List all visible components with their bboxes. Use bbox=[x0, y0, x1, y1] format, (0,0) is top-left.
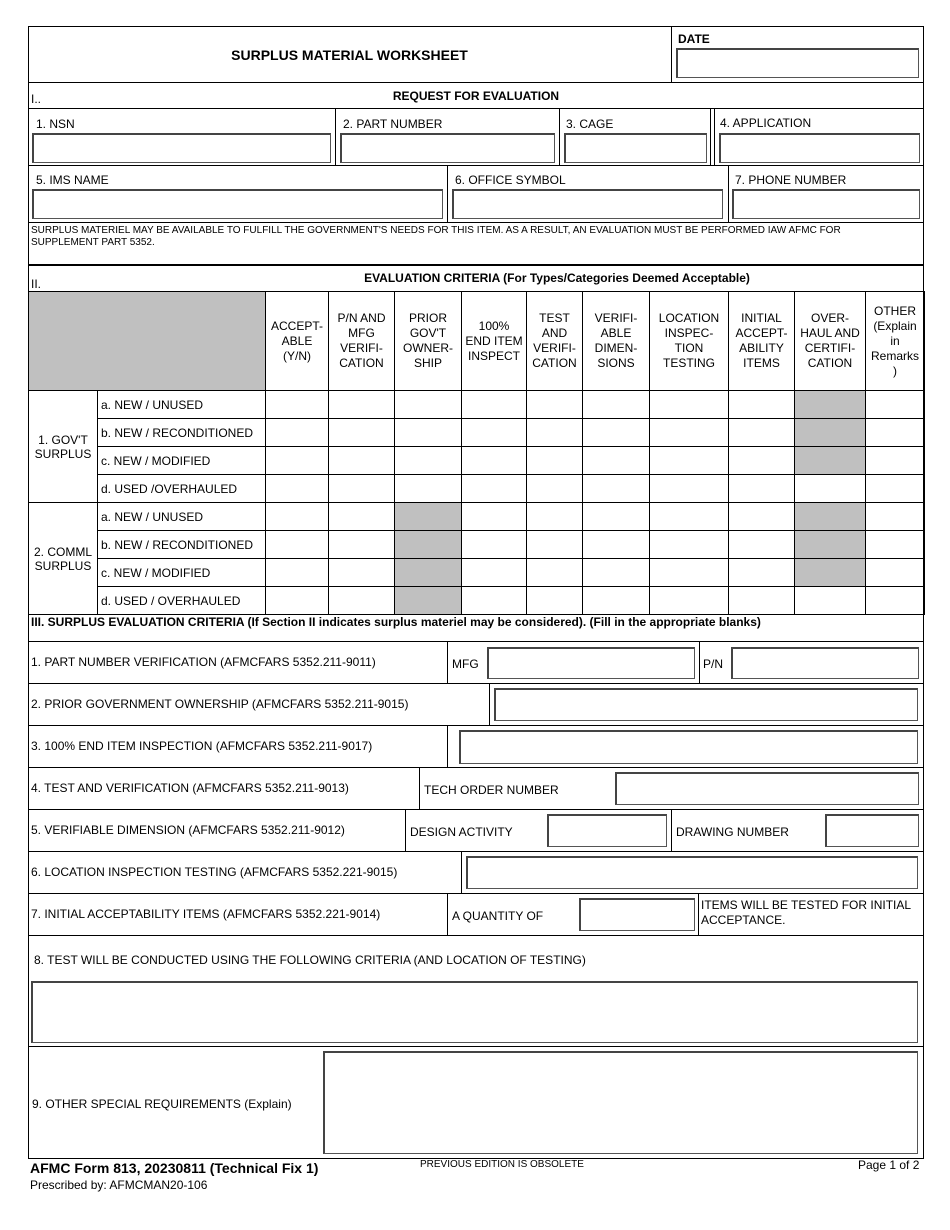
col-test-verification bbox=[527, 292, 583, 391]
table-cell-shaded bbox=[795, 531, 866, 559]
table-cell-shaded bbox=[395, 559, 462, 587]
table-cell[interactable] bbox=[866, 559, 925, 587]
item2-field[interactable] bbox=[494, 688, 918, 721]
item7-qty-label: A QUANTITY OF bbox=[452, 909, 544, 923]
col-acceptable-label: ACCEPT- ABLE (Y/N) bbox=[270, 318, 323, 363]
item3-field[interactable] bbox=[459, 730, 918, 764]
table-cell[interactable] bbox=[266, 587, 329, 615]
group-govt-surplus bbox=[29, 391, 98, 503]
item5-div2 bbox=[671, 810, 672, 852]
item7-div2 bbox=[698, 894, 699, 936]
section1-number: I.. bbox=[31, 92, 42, 106]
col-other bbox=[866, 292, 925, 391]
table-cell[interactable] bbox=[266, 447, 329, 475]
ims-name-field[interactable] bbox=[32, 189, 443, 219]
table-cell[interactable] bbox=[462, 391, 527, 419]
item6-field[interactable] bbox=[466, 856, 918, 889]
col-location-inspection-label: LOCATION INSPEC- TION TESTING bbox=[658, 311, 720, 370]
item4-tech-label: TECH ORDER NUMBER bbox=[424, 783, 559, 797]
cage-field[interactable] bbox=[564, 133, 707, 163]
table-cell-shaded bbox=[795, 391, 866, 419]
row2-div1 bbox=[447, 166, 448, 223]
table-cell[interactable] bbox=[729, 475, 795, 503]
table-cell[interactable] bbox=[266, 419, 329, 447]
col-other-label: OTHER (Explain in Remarks ) bbox=[870, 303, 919, 378]
item1-pn-label: P/N bbox=[703, 657, 724, 671]
table-cell[interactable] bbox=[266, 475, 329, 503]
table-cell[interactable] bbox=[395, 419, 462, 447]
row-label: b. NEW / RECONDITIONED bbox=[98, 531, 266, 559]
table-cell[interactable] bbox=[729, 447, 795, 475]
prescribed-by: Prescribed by: AFMCMAN20-106 bbox=[30, 1178, 208, 1192]
col-initial-acceptability bbox=[729, 292, 795, 391]
table-cell[interactable] bbox=[583, 559, 650, 587]
table-cell[interactable] bbox=[527, 587, 583, 615]
item6-label: 6. LOCATION INSPECTION TESTING (AFMCFARS 5352.221-9015) bbox=[31, 865, 398, 879]
table-cell[interactable] bbox=[729, 503, 795, 531]
table-cell[interactable] bbox=[527, 447, 583, 475]
item1-label: 1. PART NUMBER VERIFICATION (AFMCFARS 5352.211-9011) bbox=[31, 655, 376, 669]
page-number: Page 1 of 2 bbox=[858, 1158, 920, 1172]
row-label: a. NEW / UNUSED bbox=[98, 391, 266, 419]
col-pn-mfg-verification bbox=[329, 292, 395, 391]
item9-label: 9. OTHER SPECIAL REQUIREMENTS (Explain) bbox=[32, 1097, 292, 1111]
table-cell[interactable] bbox=[462, 475, 527, 503]
application-label: 4. APPLICATION bbox=[720, 116, 812, 130]
col-pn-mfg-verification-label: P/N AND MFG VERIFI- CATION bbox=[337, 311, 386, 370]
table-cell[interactable] bbox=[795, 587, 866, 615]
table-cell[interactable] bbox=[583, 503, 650, 531]
row1-div1 bbox=[335, 109, 336, 166]
group-govt-surplus-label: 1. GOV'T SURPLUS bbox=[34, 432, 92, 461]
table-cell[interactable] bbox=[329, 475, 395, 503]
table-cell[interactable] bbox=[329, 559, 395, 587]
table-cell[interactable] bbox=[583, 447, 650, 475]
table-cell[interactable] bbox=[729, 419, 795, 447]
table-cell-shaded bbox=[395, 587, 462, 615]
part-number-label: 2. PART NUMBER bbox=[343, 117, 443, 131]
item6-div bbox=[461, 852, 462, 894]
table-cell[interactable] bbox=[527, 503, 583, 531]
table-cell-shaded bbox=[395, 531, 462, 559]
part-number-field[interactable] bbox=[340, 133, 555, 163]
table-cell[interactable] bbox=[795, 475, 866, 503]
item5-design-label: DESIGN ACTIVITY bbox=[410, 825, 513, 839]
item4-label: 4. TEST AND VERIFICATION (AFMCFARS 5352.211-9013) bbox=[31, 781, 349, 795]
table-cell[interactable] bbox=[462, 531, 527, 559]
table-cell[interactable] bbox=[583, 587, 650, 615]
section3-title: III. SURPLUS EVALUATION CRITERIA (If Section II indicates surplus materiel may be considered). (Fill in the appropriate blanks) bbox=[31, 615, 761, 629]
table-cell[interactable] bbox=[729, 587, 795, 615]
table-cell[interactable] bbox=[650, 559, 729, 587]
item5-label: 5. VERIFIABLE DIMENSION (AFMCFARS 5352.211-9012) bbox=[31, 823, 345, 837]
section1-title: REQUEST FOR EVALUATION bbox=[392, 89, 560, 103]
item1-div1 bbox=[447, 642, 448, 684]
item8-label: 8. TEST WILL BE CONDUCTED USING THE FOLLOWING CRITERIA (AND LOCATION OF TESTING) bbox=[34, 953, 586, 967]
table-cell[interactable] bbox=[866, 587, 925, 615]
item1-mfg-label: MFG bbox=[452, 657, 479, 671]
col-prior-govt-ownership bbox=[395, 292, 462, 391]
item7-note: ITEMS WILL BE TESTED FOR INITIAL ACCEPTANCE. bbox=[701, 898, 911, 927]
item3-label: 3. 100% END ITEM INSPECTION (AFMCFARS 5352.211-9017) bbox=[31, 739, 373, 753]
item3-div bbox=[447, 726, 448, 768]
table-cell[interactable] bbox=[650, 503, 729, 531]
table-cell[interactable] bbox=[266, 503, 329, 531]
table-cell[interactable] bbox=[266, 531, 329, 559]
date-field[interactable] bbox=[676, 48, 919, 78]
nsn-label: 1. NSN bbox=[36, 117, 75, 131]
table-cell-shaded bbox=[795, 447, 866, 475]
table-cell[interactable] bbox=[650, 475, 729, 503]
table-cell[interactable] bbox=[329, 391, 395, 419]
table-cell[interactable] bbox=[866, 531, 925, 559]
application-field[interactable] bbox=[719, 133, 920, 163]
obsolete-notice: PREVIOUS EDITION IS OBSOLETE bbox=[420, 1159, 584, 1170]
row-label: a. NEW / UNUSED bbox=[98, 503, 266, 531]
table-cell[interactable] bbox=[866, 475, 925, 503]
table-cell[interactable] bbox=[462, 587, 527, 615]
table-cell[interactable] bbox=[329, 503, 395, 531]
table-cell[interactable] bbox=[462, 503, 527, 531]
table-cell[interactable] bbox=[266, 559, 329, 587]
table-cell[interactable] bbox=[650, 587, 729, 615]
col-verifiable-dimensions bbox=[583, 292, 650, 391]
table-cell[interactable] bbox=[650, 447, 729, 475]
table-cell[interactable] bbox=[329, 531, 395, 559]
table-cell[interactable] bbox=[583, 531, 650, 559]
table-cell[interactable] bbox=[395, 447, 462, 475]
table-cell[interactable] bbox=[527, 475, 583, 503]
office-symbol-label: 6. OFFICE SYMBOL bbox=[455, 173, 566, 187]
table-cell[interactable] bbox=[329, 447, 395, 475]
table-cell[interactable] bbox=[329, 419, 395, 447]
ims-name-label: 5. IMS NAME bbox=[36, 173, 109, 187]
header-divider bbox=[671, 26, 672, 83]
row-label: d. USED / OVERHAULED bbox=[98, 587, 266, 615]
col-overhaul-certification-label: OVER- HAUL AND CERTIFI- CATION bbox=[800, 311, 860, 370]
item1-div2 bbox=[699, 642, 700, 684]
table-cell[interactable] bbox=[583, 419, 650, 447]
item5-drawing-field[interactable] bbox=[825, 814, 919, 847]
item8-field[interactable] bbox=[31, 981, 918, 1043]
col-location-inspection bbox=[650, 292, 729, 391]
table-cell-shaded bbox=[795, 559, 866, 587]
nsn-field[interactable] bbox=[32, 133, 331, 163]
table-cell[interactable] bbox=[527, 531, 583, 559]
row1-div3 bbox=[710, 109, 711, 166]
evaluation-criteria-table bbox=[28, 291, 925, 615]
row1-div4 bbox=[714, 109, 715, 166]
table-cell[interactable] bbox=[650, 391, 729, 419]
col-end-item-inspect-label: 100% END ITEM INSPECT bbox=[465, 318, 523, 363]
row1-div2 bbox=[559, 109, 560, 166]
notice-text: SURPLUS MATERIEL MAY BE AVAILABLE TO FULFILL THE GOVERNMENT'S NEEDS FOR THIS ITEM. AS A RESULT, AN EVALUATION MUST BE PERFORMED IAW AFMC FOR SUPPLEMENT PART 5352. bbox=[31, 225, 841, 248]
row-label: d. USED /OVERHAULED bbox=[98, 475, 266, 503]
item1-mfg-field[interactable] bbox=[487, 647, 695, 679]
table-cell[interactable] bbox=[866, 419, 925, 447]
office-symbol-field[interactable] bbox=[452, 189, 723, 219]
phone-number-label: 7. PHONE NUMBER bbox=[735, 173, 847, 187]
col-prior-govt-ownership-label: PRIOR GOV'T OWNER- SHIP bbox=[403, 311, 453, 370]
table-cell[interactable] bbox=[583, 475, 650, 503]
table-cell[interactable] bbox=[527, 391, 583, 419]
group-comml-surplus bbox=[29, 503, 98, 615]
table-cell[interactable] bbox=[462, 419, 527, 447]
table-cell[interactable] bbox=[462, 559, 527, 587]
table-cell[interactable] bbox=[866, 447, 925, 475]
item4-div bbox=[419, 768, 420, 810]
date-label: DATE bbox=[678, 32, 710, 46]
table-cell[interactable] bbox=[527, 559, 583, 587]
table-cell[interactable] bbox=[329, 587, 395, 615]
table-corner-shaded bbox=[29, 292, 266, 391]
item4-tech-field[interactable] bbox=[615, 772, 919, 805]
item7-label: 7. INITIAL ACCEPTABILITY ITEMS (AFMCFARS 5352.221-9014) bbox=[31, 907, 381, 921]
col-test-verification-label: TEST AND VERIFI- CATION bbox=[532, 311, 577, 370]
section2-top-line bbox=[28, 265, 924, 266]
table-cell[interactable] bbox=[729, 531, 795, 559]
form-title: SURPLUS MATERIAL WORKSHEET bbox=[231, 47, 468, 63]
col-acceptable bbox=[266, 292, 329, 391]
item5-drawing-label: DRAWING NUMBER bbox=[676, 825, 789, 839]
item5-div1 bbox=[405, 810, 406, 852]
cage-label: 3. CAGE bbox=[566, 117, 614, 131]
table-cell-shaded bbox=[395, 503, 462, 531]
table-cell[interactable] bbox=[527, 419, 583, 447]
col-initial-acceptability-label: INITIAL ACCEPT- ABILITY ITEMS bbox=[735, 311, 788, 370]
item1-pn-field[interactable] bbox=[731, 647, 919, 679]
table-cell-shaded bbox=[795, 419, 866, 447]
item2-div bbox=[489, 684, 490, 726]
col-end-item-inspect bbox=[462, 292, 527, 391]
row-label: b. NEW / RECONDITIONED bbox=[98, 419, 266, 447]
item7-div1 bbox=[447, 894, 448, 936]
table-cell-shaded bbox=[795, 503, 866, 531]
table-cell[interactable] bbox=[729, 559, 795, 587]
section2-number: II. bbox=[31, 277, 42, 291]
table-cell[interactable] bbox=[650, 419, 729, 447]
table-cell[interactable] bbox=[395, 475, 462, 503]
col-overhaul-certification bbox=[795, 292, 866, 391]
item5-design-field[interactable] bbox=[547, 814, 667, 847]
col-verifiable-dimensions-label: VERIFI- ABLE DIMEN- SIONS bbox=[594, 311, 638, 370]
form-number: AFMC Form 813, 20230811 (Technical Fix 1) bbox=[30, 1160, 319, 1176]
table-cell[interactable] bbox=[866, 503, 925, 531]
table-cell[interactable] bbox=[395, 391, 462, 419]
phone-number-field[interactable] bbox=[732, 189, 920, 219]
item2-label: 2. PRIOR GOVERNMENT OWNERSHIP (AFMCFARS 5352.211-9015) bbox=[31, 697, 409, 711]
table-cell[interactable] bbox=[266, 391, 329, 419]
row-label: c. NEW / MODIFIED bbox=[98, 447, 266, 475]
table-cell[interactable] bbox=[866, 391, 925, 419]
row2-div2 bbox=[728, 166, 729, 223]
section2-title: EVALUATION CRITERIA (For Types/Categories Deemed Acceptable) bbox=[364, 271, 750, 285]
table-cell[interactable] bbox=[462, 447, 527, 475]
row-label: c. NEW / MODIFIED bbox=[98, 559, 266, 587]
table-cell[interactable] bbox=[583, 391, 650, 419]
item7-qty-field[interactable] bbox=[579, 898, 695, 931]
table-cell[interactable] bbox=[729, 391, 795, 419]
table-cell[interactable] bbox=[650, 531, 729, 559]
item9-field[interactable] bbox=[323, 1051, 918, 1154]
group-comml-surplus-label: 2. COMML SURPLUS bbox=[33, 544, 92, 573]
